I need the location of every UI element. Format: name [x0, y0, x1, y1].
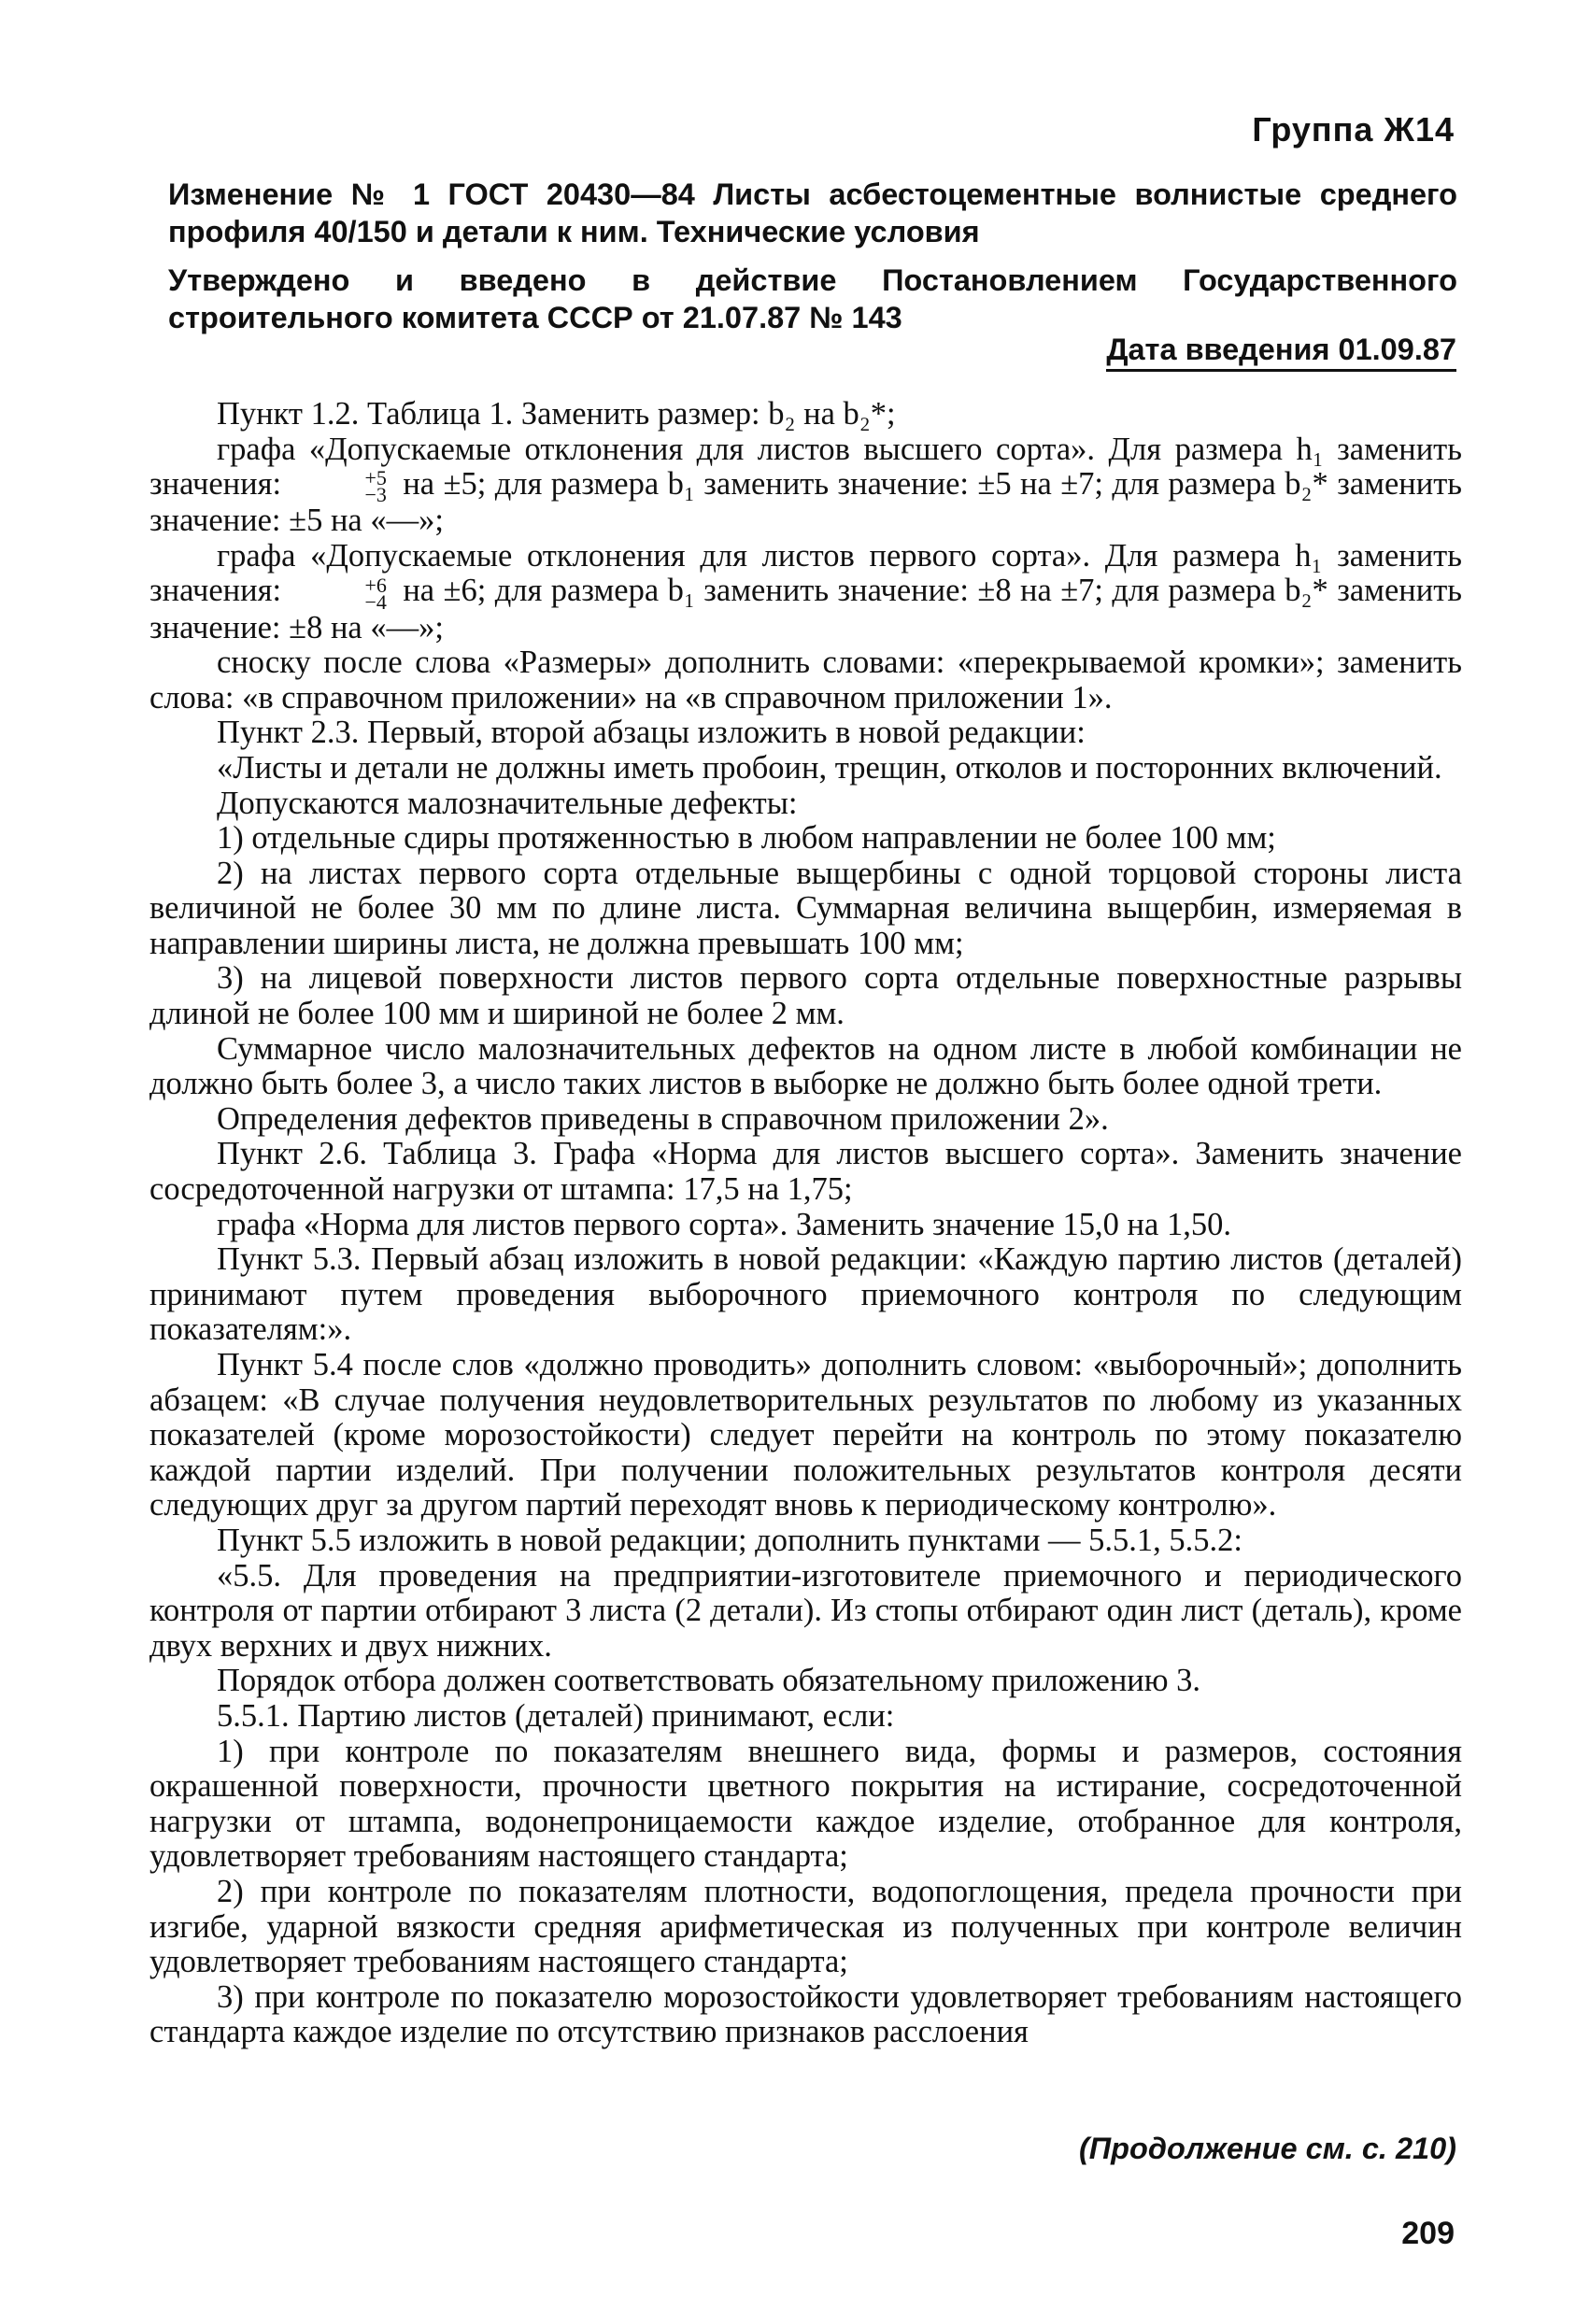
tolerance-fraction — [298, 573, 387, 614]
fraction-bottom: −3 — [364, 483, 387, 507]
paragraph: Порядок отбора должен соответствовать обязательному приложению 3. — [217, 1663, 1201, 1699]
amendment-title: Изменение № 1 ГОСТ 20430—84 Листы асбестоцементные волнистые среднего профиля 40/150 и детали к ним. Технические условия — [168, 177, 1457, 248]
paragraph: Пункт 2.6. Таблица 3. Графа «Норма для листов высшего сорта». Заменить значение сосредоточенной нагрузки от штампа: 17,5 на 1,75; — [149, 1136, 1462, 1208]
paragraph — [149, 539, 1462, 645]
fraction-top: +5 — [364, 466, 387, 490]
paragraph: Определения дефектов приведены в справочном приложении 2». — [217, 1100, 1109, 1137]
paragraph: 3) на лицевой поверхности листов первого сорта отдельные поверхностные разрывы длиной не более 100 мм и шириной не более 2 мм. — [149, 960, 1462, 1032]
paragraph: Пункт 5.5 изложить в новой редакции; дополнить пунктами — 5.5.1, 5.5.2: — [217, 1522, 1242, 1558]
paragraph: «Листы и детали не должны иметь пробоин, трещин, отколов и посторонних включений. — [217, 749, 1442, 786]
paragraph: Суммарное число малозначительных дефектов на одном листе в любой комбинации не должно быть более 3, а число таких листов в выборке не должно быть более одной трети. — [149, 1030, 1462, 1102]
paragraph: 1) отдельные сдиры протяженностью в любом направлении не более 100 мм; — [217, 820, 1276, 857]
paragraph: 2) при контроле по показателям плотности, водопоглощения, предела прочности при изгибе, ударной вязкости средняя арифметическая из полученных при контроле величин удовлетворяет требованиям настоящего стандарта; — [149, 1873, 1462, 1980]
effective-date: Дата введения 01.09.87 — [1106, 333, 1456, 372]
paragraph: «5.5. Для проведения на предприятии-изготовителе приемочного и периодического контроля от партии отбирают 3 листа (2 детали). Из стопы отбирают один лист (деталь), кроме двух верхних и двух нижних. — [149, 1557, 1462, 1664]
paragraph: Пункт 5.4 после слов «должно проводить» дополнить словом: «выборочный»; дополнить абзацем: «В случае получения неудовлетворительных результатов по любому из указанных показателей (кроме морозостойкости) следует перейти на контроль по этому показателю каждой партии изделий. При получении положительных результатов контроля десяти следующих друг за другом партий переходят вновь к периодическому контролю». — [149, 1347, 1462, 1523]
paragraph: Допускаются малозначительные дефекты: — [217, 785, 798, 821]
paragraph: Пункт 2.3. Первый, второй абзацы изложить в новой редакции: — [217, 715, 1086, 751]
approval-statement: Утверждено и введено в действие Постановлением Государственного строительного комитета СССР от 21.07.87 № 143 — [168, 263, 1457, 334]
paragraph: 2) на листах первого сорта отдельные выщербины с одной торцовой стороны листа величиной не более 30 мм по длине листа. Суммарная величина выщербин, измеряемая в направлении ширины листа, не должна превышать 100 мм; — [149, 855, 1462, 961]
page-number: 209 — [1401, 2216, 1455, 2251]
fraction-top: +6 — [364, 573, 387, 597]
paragraph: графа «Норма для листов первого сорта». Заменить значение 15,0 на 1,50. — [217, 1206, 1231, 1242]
document-body — [149, 397, 1462, 2050]
paragraph: 3) при контроле по показателю морозостойкости удовлетворяет требованиям настоящего стандарта каждое изделие по отсутствию признаков расслоения — [149, 1978, 1462, 2050]
group-code: Группа Ж14 — [1252, 110, 1455, 149]
paragraph-text: графа «Допускаемые отклонения для листов высшего сорта». Для размера h₁ заменить значения: — [149, 431, 1462, 503]
paragraph — [149, 432, 1462, 539]
paragraph: 1) при контроле по показателям внешнего вида, формы и размеров, состояния окрашенной поверхности, прочности цветного покрытия на истирание, сосредоточенной нагрузки от штампа, водонепроницаемости каждое изделие, отобранное для контроля, удовлетворяет требованиям настоящего стандарта; — [149, 1733, 1462, 1875]
paragraph-text: на ±6; для размера b₁ заменить значение: ±8 на ±7; для размера b₂* заменить значение: ±8 на «—»; — [149, 573, 1463, 645]
paragraph: Пункт 5.3. Первый абзац изложить в новой редакции: «Каждую партию листов (деталей) принимают путем проведения выборочного приемочного контроля по следующим показателям:». — [149, 1241, 1462, 1348]
paragraph: 5.5.1. Партию листов (деталей) принимают, если: — [217, 1697, 895, 1734]
paragraph: Пункт 1.2. Таблица 1. Заменить размер: b₂ на b₂*; — [217, 396, 896, 432]
paragraph: сноску после слова «Размеры» дополнить словами: «перекрываемой кромки»; заменить слова: «в справочном приложении» на «в справочном приложении 1». — [149, 645, 1462, 716]
fraction-bottom: −4 — [364, 589, 387, 614]
continuation-note: (Продолжение см. с. 210) — [1078, 2132, 1456, 2165]
tolerance-fraction — [298, 466, 387, 507]
paragraph-text: на ±5; для размера b₁ заменить значение: ±5 на ±7; для размера b₂* заменить значение: ±5 на «—»; — [149, 466, 1463, 539]
paragraph-text: графа «Допускаемые отклонения для листов первого сорта». Для размера h₁ заменить значения: — [149, 537, 1462, 609]
